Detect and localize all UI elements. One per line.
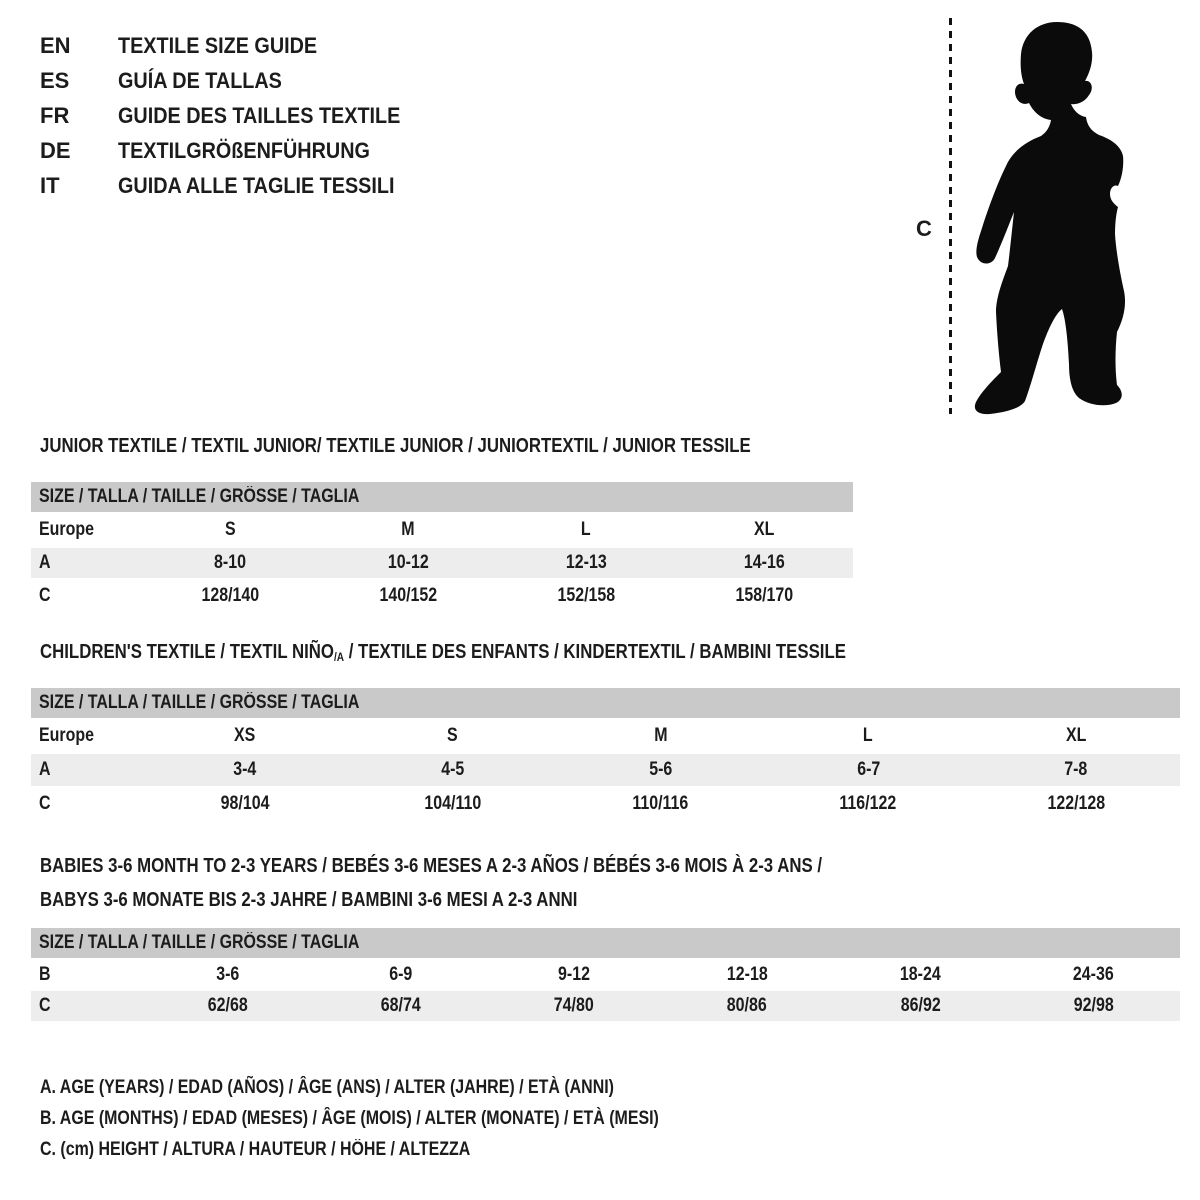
table-header: SIZE / TALLA / TAILLE / GRÖSSE / TAGLIA [31, 928, 1180, 958]
table-row [31, 578, 853, 614]
table-row [31, 958, 1180, 991]
table-cell: 18-24 [899, 963, 941, 985]
table-header: SIZE / TALLA / TAILLE / GRÖSSE / TAGLIA [31, 482, 853, 512]
language-row [40, 98, 432, 133]
language-code: EN [40, 32, 71, 58]
table-row [31, 786, 1180, 822]
row-label: B [39, 963, 51, 985]
table-cell: S [224, 519, 236, 540]
babies-section-title: BABIES 3-6 MONTH TO 2-3 YEARS / BEBÉS 3-6 MESES A 2-3 AÑOS / BÉBÉS 3-6 MOIS À 2-3 ANS / BABYS 3-6 MONATE BIS 2-3 JAHRE / BAMBINI 3-6 MESI A 2-3 ANNI [40, 855, 823, 911]
row-label: C [39, 793, 51, 814]
table-cell: 3-6 [216, 963, 240, 985]
table-row [31, 754, 1180, 786]
legend-line-a: A. AGE (YEARS) / EDAD (AÑOS) / ÂGE (ANS) / ALTER (JAHRE) / ETÀ (ANNI) [40, 1077, 614, 1098]
children-section-title: CHILDREN'S TEXTILE / TEXTIL NIÑO/A / TEXTILE DES ENFANTS / KINDERTEXTIL / BAMBINI TESSILE [40, 641, 846, 664]
table-cell: 116/122 [839, 793, 897, 814]
table-cell: 68/74 [380, 995, 421, 1016]
table-cell: 62/68 [207, 995, 248, 1016]
table-cell: 152/158 [557, 585, 615, 606]
table-cell: M [401, 519, 415, 540]
language-row [40, 63, 432, 98]
row-label: C [39, 585, 51, 606]
guide-title: GUIDA ALLE TAGLIE TESSILI [118, 172, 395, 198]
table-cell: 4-5 [441, 759, 465, 780]
table-cell: 80/86 [727, 995, 768, 1016]
table-cell: S [447, 725, 459, 746]
legend-line-c: C. (cm) HEIGHT / ALTURA / HAUTEUR / HÖHE / ALTEZZA [40, 1139, 471, 1160]
table-cell: 74/80 [553, 995, 594, 1016]
table-cell: XL [1065, 725, 1087, 746]
language-code: DE [40, 137, 71, 163]
toddler-silhouette-icon [963, 14, 1141, 416]
table-cell: 7-8 [1064, 759, 1088, 780]
babies-size-table [31, 928, 1180, 1021]
measurement-legend [40, 1072, 777, 1165]
table-cell: 6-9 [389, 963, 413, 985]
children-size-table [31, 688, 1180, 822]
table-cell: XL [753, 519, 775, 540]
language-row [40, 28, 432, 63]
language-code: FR [40, 102, 70, 128]
table-cell: 122/128 [1047, 793, 1105, 814]
height-measure-line [949, 18, 952, 414]
table-row [31, 512, 853, 548]
guide-title: GUIDE DES TAILLES TEXTILE [118, 102, 401, 128]
table-cell: M [653, 725, 668, 746]
row-label: Europe [39, 725, 94, 746]
table-cell: 5-6 [648, 759, 673, 780]
table-cell: 12-18 [726, 963, 768, 985]
table-cell: L [581, 519, 591, 540]
row-label: A [39, 759, 51, 780]
guide-title: GUÍA DE TALLAS [118, 67, 282, 93]
table-cell: 6-7 [856, 759, 880, 780]
language-code: ES [40, 67, 70, 93]
language-code: IT [40, 172, 60, 198]
table-cell: 14-16 [743, 552, 785, 573]
table-cell: 10-12 [387, 552, 429, 573]
table-row [31, 718, 1180, 754]
table-cell: 128/140 [201, 585, 259, 606]
table-cell: XS [234, 725, 256, 746]
table-row [31, 548, 853, 578]
height-measure-label: C [916, 216, 932, 241]
table-cell: L [863, 725, 874, 746]
junior-section-title: JUNIOR TEXTILE / TEXTIL JUNIOR/ TEXTILE JUNIOR / JUNIORTEXTIL / JUNIOR TESSILE [40, 435, 751, 457]
table-cell: 92/98 [1073, 995, 1114, 1016]
table-cell: 24-36 [1073, 963, 1114, 985]
title-subscript: /A [333, 650, 345, 664]
language-row [40, 168, 432, 203]
row-label: Europe [39, 519, 94, 540]
table-cell: 3-4 [233, 759, 257, 780]
guide-title: TEXTILE SIZE GUIDE [118, 32, 318, 58]
row-label: A [39, 552, 51, 573]
junior-size-table [31, 482, 853, 614]
table-cell: 8-10 [214, 552, 246, 573]
table-cell: 12-13 [565, 552, 607, 573]
language-title-list [40, 28, 432, 203]
table-cell: 9-12 [557, 963, 590, 985]
row-label: C [39, 995, 51, 1016]
guide-title: TEXTILGRÖßENFÜHRUNG [118, 137, 370, 163]
language-row [40, 133, 432, 168]
table-cell: 140/152 [379, 585, 437, 606]
table-row [31, 991, 1180, 1021]
table-header: SIZE / TALLA / TAILLE / GRÖSSE / TAGLIA [31, 688, 1180, 718]
table-cell: 104/110 [424, 793, 482, 814]
table-cell: 98/104 [220, 793, 270, 814]
table-cell: 110/116 [632, 793, 689, 814]
table-cell: 86/92 [900, 995, 941, 1016]
legend-line-b: B. AGE (MONTHS) / EDAD (MESES) / ÂGE (MOIS) / ALTER (MONATE) / ETÀ (MESI) [40, 1108, 659, 1129]
table-cell: 158/170 [735, 585, 793, 606]
